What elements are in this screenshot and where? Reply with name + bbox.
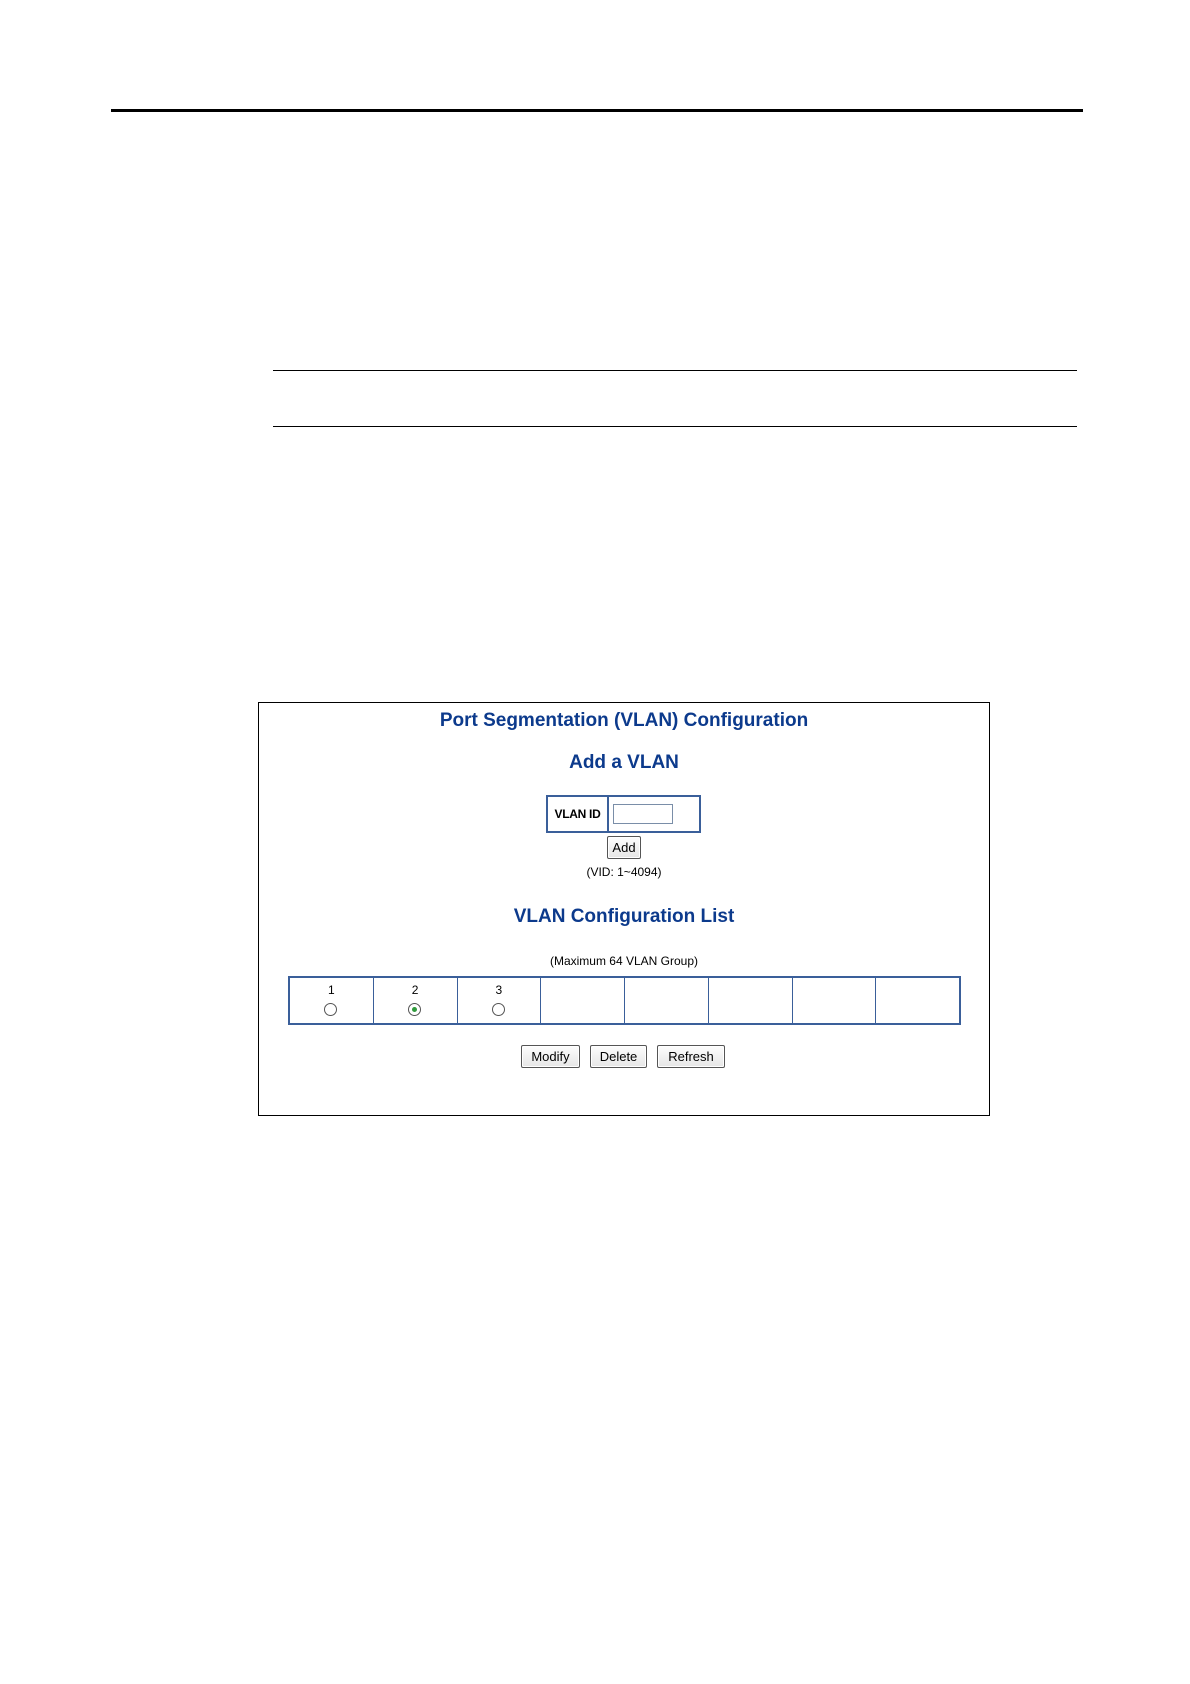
vlan-config-panel [258, 702, 990, 1116]
max-vlan-note: (Maximum 64 VLAN Group) [549, 954, 699, 968]
vlan-id-input[interactable] [613, 804, 673, 824]
vlan-cell-empty [709, 978, 793, 1023]
vlan-list-grid [288, 976, 961, 1025]
delete-button[interactable]: Delete [590, 1045, 647, 1068]
vlan-radio[interactable] [492, 1003, 505, 1016]
add-button[interactable]: Add [607, 836, 641, 859]
page-header-rule [111, 109, 1083, 112]
vlan-cell-empty [876, 978, 959, 1023]
vlan-id-label: VLAN ID [548, 797, 609, 831]
vlan-number: 1 [328, 983, 335, 997]
add-vlan-heading: Add a VLAN [569, 752, 679, 773]
vlan-radio[interactable] [324, 1003, 337, 1016]
note-bottom-rule [273, 426, 1077, 427]
vlan-cell-empty [793, 978, 877, 1023]
vlan-cell-empty [541, 978, 625, 1023]
vlan-id-input-cell [609, 797, 699, 831]
vlan-cell [290, 978, 374, 1023]
vlan-cell [458, 978, 542, 1023]
vlan-number: 2 [411, 983, 419, 997]
vlan-list-heading: VLAN Configuration List [513, 906, 735, 927]
vlan-radio[interactable] [408, 1003, 421, 1016]
refresh-button[interactable]: Refresh [657, 1045, 725, 1068]
vid-range-note: (VID: 1~4094) [586, 865, 662, 879]
vlan-number: 3 [495, 983, 503, 997]
page-title: Port Segmentation (VLAN) Configuration [439, 710, 809, 731]
modify-button[interactable]: Modify [521, 1045, 580, 1068]
vlan-cell-empty [625, 978, 709, 1023]
note-top-rule [273, 370, 1077, 371]
vlan-id-form [546, 795, 701, 833]
vlan-cell [374, 978, 458, 1023]
